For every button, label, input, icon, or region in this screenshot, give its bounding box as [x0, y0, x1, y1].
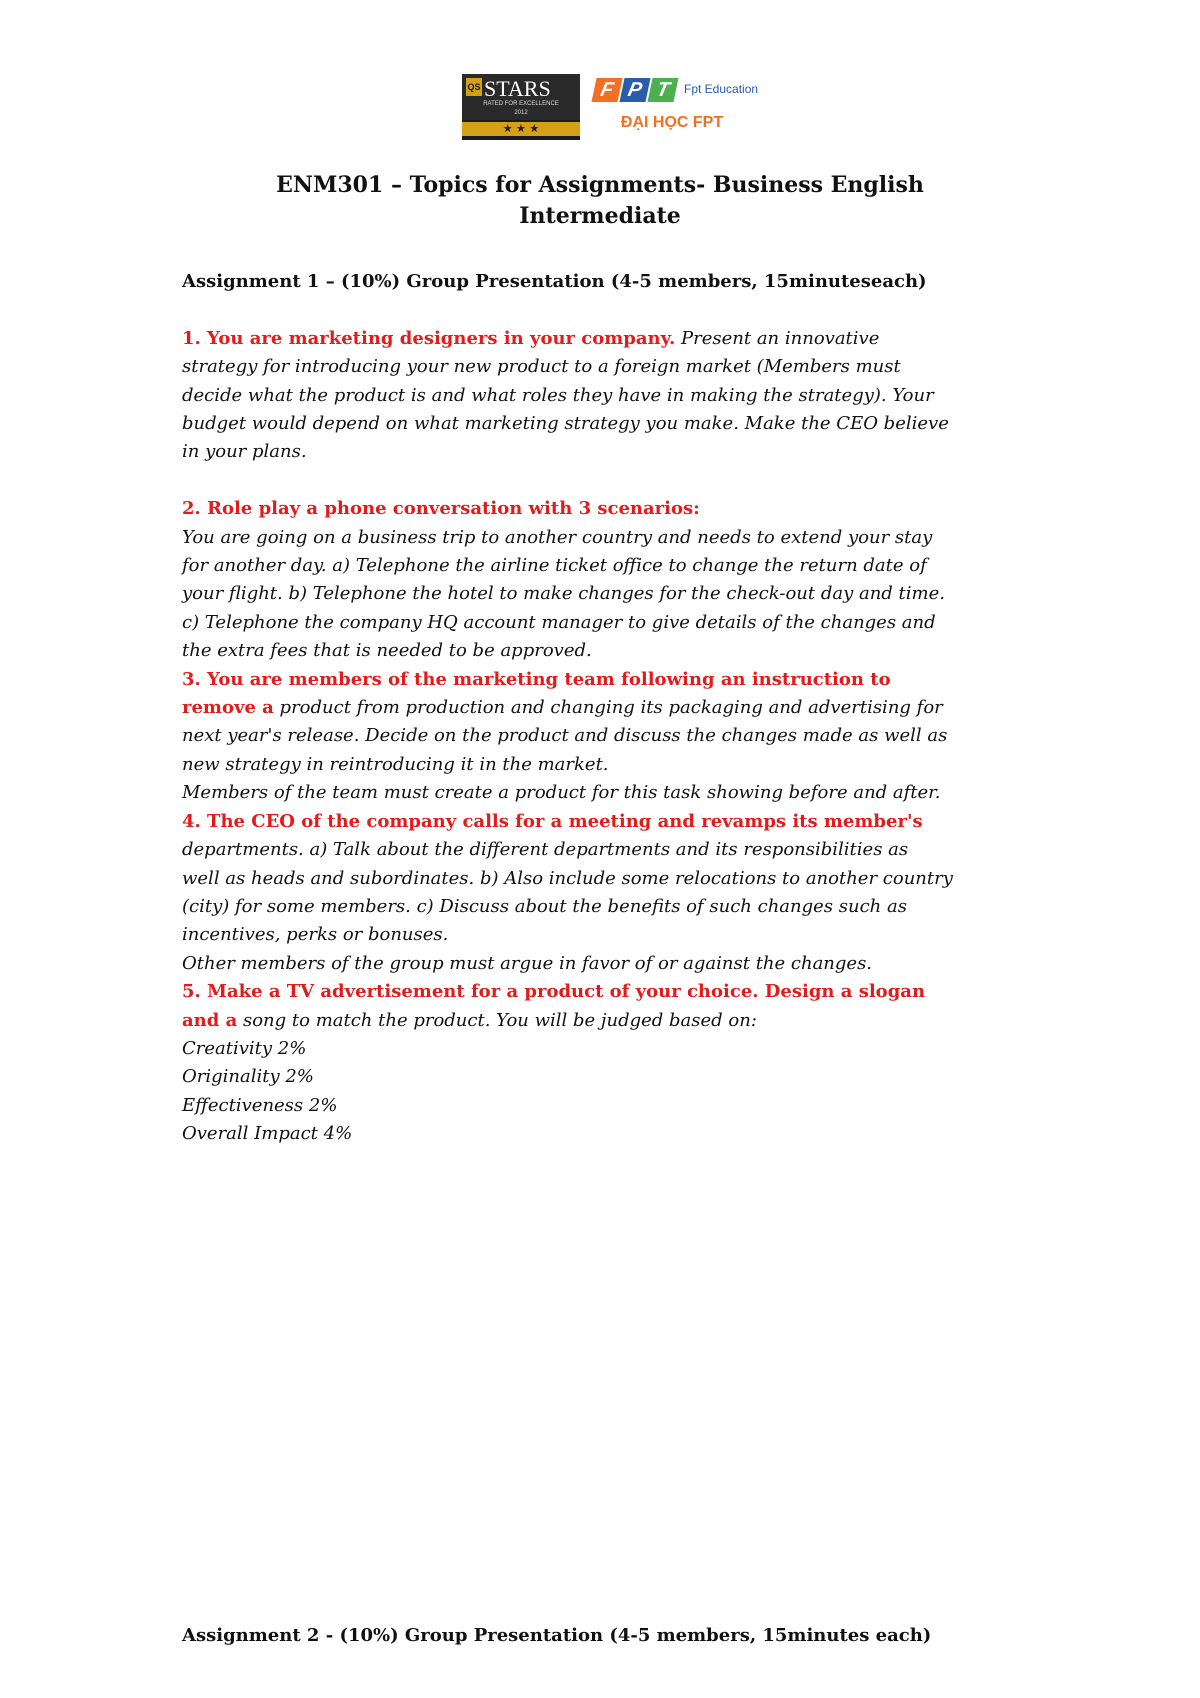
topic-3-lead-2-rest: product from production and changing its packaging and advertising for [273, 697, 943, 719]
criteria-originality: Originality 2% [182, 1066, 314, 1088]
topic-5-lead-2-rest: song to match the product. You will be judged based on: [237, 1009, 757, 1031]
topic-5-lead-2: and a [182, 1009, 238, 1031]
criteria-creativity: Creativity 2% [182, 1037, 307, 1059]
topic-4-line: (city) for some members. c) Discuss about the benefits of such changes such as [182, 895, 907, 917]
topic-2-line: You are going on a business trip to another country and needs to extend your stay [182, 526, 933, 548]
assignment-2-heading: Assignment 2 - (10%) Group Presentation (4-5 members, 15minutes each) [182, 1625, 932, 1646]
fpt-tile-f: F [591, 78, 622, 102]
fpt-tile-p: P [619, 78, 650, 102]
topic-3-line: Members of the team must create a product for this task showing before and after. [182, 782, 941, 804]
topic-5-lead: 5. Make a TV advertisement for a product of your choice. Design a slogan [182, 981, 926, 1003]
topic-1-line: in your plans. [182, 441, 307, 463]
topic-1-lead: 1. You are marketing designers in your company. [182, 327, 676, 349]
topic-2-lead: 2. Role play a phone conversation with 3 scenarios: [182, 498, 700, 520]
topic-3-line: new strategy in reintroducing it in the market. [182, 753, 609, 775]
document-body [182, 268, 1032, 1149]
qs-year: 2012 [514, 110, 528, 116]
qs-badge: QS [466, 78, 482, 96]
title-line-1: ENM301 – Topics for Assignments- Business English [276, 172, 924, 198]
qs-stars-logo [462, 74, 580, 140]
topic-1-line: strategy for introducing your new product to a foreign market (Members must [182, 356, 901, 378]
topic-3-lead-2: remove a [182, 697, 274, 719]
topic-2-line: the extra fees that is needed to be approved. [182, 640, 592, 662]
topic-1 [182, 325, 1032, 467]
qs-tagline: RATED FOR EXCELLENCE [483, 101, 559, 107]
fpt-university-text: ĐẠI HỌC FPT [620, 114, 724, 131]
topic-5 [182, 978, 1032, 1148]
topic-2-line: your flight. b) Telephone the hotel to make changes for the check-out day and time. [182, 583, 945, 605]
criteria-overall-impact: Overall Impact 4% [182, 1123, 353, 1145]
topic-4-lead: 4. The CEO of the company calls for a meeting and revamps its member's [182, 810, 923, 832]
fpt-education-text: Fpt Education [684, 82, 759, 96]
topic-2-line: c) Telephone the company HQ account manager to give details of the changes and [182, 611, 936, 633]
topic-4-line: Other members of the group must argue in favor of or against the changes. [182, 952, 873, 974]
topic-1-line: budget would depend on what marketing strategy you make. Make the CEO believe [182, 413, 949, 435]
qs-stars-text: STARS [484, 76, 551, 101]
topic-4-line: departments. a) Talk about the different departments and its responsibilities as [182, 839, 909, 861]
title-line-2: Intermediate [519, 203, 681, 229]
topic-3 [182, 666, 1032, 808]
assignment-1-heading: Assignment 1 – (10%) Group Presentation (4-5 members, 15minuteseach) [182, 271, 927, 292]
document-title [150, 170, 1050, 232]
fpt-education-logo [592, 78, 759, 138]
qs-star-band: ★ ★ ★ [462, 122, 580, 136]
topic-2 [182, 495, 1032, 665]
topic-4-line: well as heads and subordinates. b) Also include some relocations to another country [182, 867, 953, 889]
topic-4-line: incentives, perks or bonuses. [182, 924, 449, 946]
topic-1-lead-rest: Present an innovative [675, 327, 880, 349]
topic-3-lead: 3. You are members of the marketing team following an instruction to [182, 668, 891, 690]
topic-1-line: decide what the product is and what roles they have in making the strategy). Your [182, 384, 934, 406]
topic-4 [182, 808, 1032, 978]
fpt-tile-t: T [647, 78, 678, 102]
criteria-effectiveness: Effectiveness 2% [182, 1094, 338, 1116]
topic-2-line: for another day. a) Telephone the airline ticket office to change the return date of [182, 555, 927, 577]
topic-3-line: next year's release. Decide on the product and discuss the changes made as well as [182, 725, 948, 747]
header-logos [462, 74, 759, 140]
